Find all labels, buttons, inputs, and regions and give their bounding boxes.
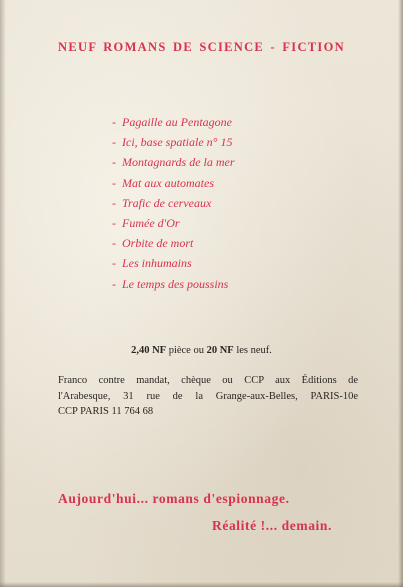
novel-title: Mat aux automates bbox=[122, 175, 214, 190]
paper-edge-left bbox=[0, 0, 6, 587]
novel-title-item bbox=[112, 193, 235, 213]
novel-title-item bbox=[112, 173, 235, 193]
novel-title: Fumée d'Or bbox=[122, 215, 180, 230]
publisher-address: l'Arabesque, 31 rue de la Grange-aux-Belles, PARIS-10e bbox=[58, 390, 358, 402]
novel-title: Trafic de cerveaux bbox=[122, 195, 212, 210]
novel-title: Montagnards de la mer bbox=[122, 155, 235, 170]
novel-title: Orbite de mort bbox=[122, 236, 194, 251]
list-marker: - bbox=[112, 135, 116, 150]
list-marker: - bbox=[112, 175, 116, 190]
paper-edge-bottom bbox=[0, 582, 403, 587]
novel-title: Ici, base spatiale n° 15 bbox=[122, 135, 233, 150]
novel-title: Pagaille au Pentagone bbox=[122, 115, 232, 129]
novel-title-item bbox=[112, 213, 235, 233]
order-information bbox=[58, 373, 358, 420]
list-marker: - bbox=[112, 236, 116, 251]
novel-title-item bbox=[112, 112, 235, 132]
bundle-price: 20 NF bbox=[206, 345, 234, 356]
unit-price-label: pièce ou bbox=[168, 345, 204, 356]
tagline-today: Aujourd'hui... romans d'espionnage. bbox=[58, 491, 290, 506]
novel-title-item bbox=[112, 132, 235, 152]
novel-title-list bbox=[112, 112, 235, 294]
list-marker: - bbox=[112, 155, 116, 170]
novel-title-item bbox=[112, 274, 235, 294]
novel-title-item bbox=[112, 253, 235, 273]
list-marker: - bbox=[112, 256, 116, 271]
novel-title: Le temps des poussins bbox=[122, 276, 229, 291]
list-marker: - bbox=[112, 215, 116, 230]
unit-price: 2,40 NF bbox=[131, 345, 167, 356]
list-marker: - bbox=[112, 195, 116, 210]
novel-title-item bbox=[112, 233, 235, 253]
series-heading: NEUF ROMANS DE SCIENCE - FICTION bbox=[58, 40, 345, 54]
postal-account: CCP PARIS 11 764 68 bbox=[58, 406, 154, 417]
novel-title-item bbox=[112, 152, 235, 172]
order-info-line: Franco contre mandat, chèque ou CCP aux Éditions de bbox=[58, 375, 358, 386]
list-marker: - bbox=[112, 115, 116, 129]
bundle-price-label: les neuf. bbox=[236, 345, 272, 356]
list-marker: - bbox=[112, 276, 116, 291]
price-line bbox=[0, 345, 403, 356]
novel-title: Les inhumains bbox=[122, 256, 192, 271]
tagline-tomorrow: Réalité !... demain. bbox=[212, 518, 332, 533]
paper-edge-right bbox=[398, 0, 403, 587]
